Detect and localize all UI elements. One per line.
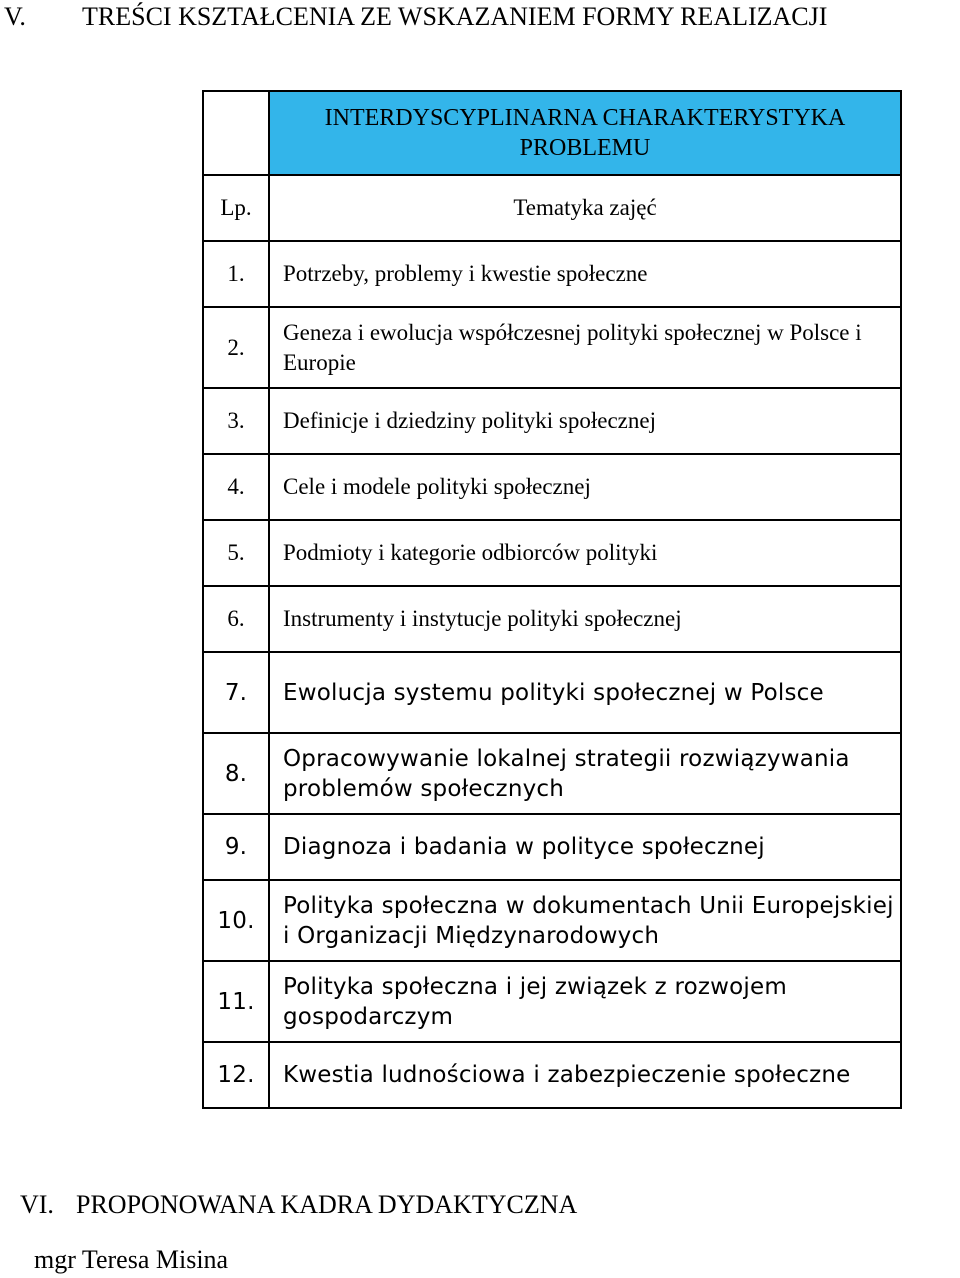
- table-header-row: [203, 91, 901, 175]
- row-topic: Polityka społeczna i jej związek z rozwojem gospodarczym: [269, 961, 901, 1042]
- row-topic: Ewolucja systemu polityki społecznej w Polsce: [269, 652, 901, 733]
- section-v-title: TREŚCI KSZTAŁCENIA ZE WSKAZANIEM FORMY REALIZACJI: [82, 2, 828, 31]
- section-v-number: V.: [4, 2, 26, 31]
- row-number: 5.: [203, 520, 269, 586]
- column-header-lp: Lp.: [203, 175, 269, 241]
- table-header-title: INTERDYSCYPLINARNA CHARAKTERYSTYKA PROBLEMU: [269, 91, 901, 175]
- table-header-blank-cell: [203, 91, 269, 175]
- section-vi-number: VI.: [20, 1190, 54, 1219]
- row-topic: Geneza i ewolucja współczesnej polityki społecznej w Polsce i Europie: [269, 307, 901, 388]
- row-topic: Polityka społeczna w dokumentach Unii Europejskiej i Organizacji Międzynarodowych: [269, 880, 901, 961]
- row-topic: Potrzeby, problemy i kwestie społeczne: [269, 241, 901, 307]
- topics-table: [202, 90, 902, 1109]
- table-row: [203, 961, 901, 1042]
- row-number: 2.: [203, 307, 269, 388]
- row-number: 3.: [203, 388, 269, 454]
- row-topic: Opracowywanie lokalnej strategii rozwiązywania problemów społecznych: [269, 733, 901, 814]
- section-v-heading: [4, 2, 827, 32]
- column-header-topic: Tematyka zajęć: [269, 175, 901, 241]
- table-row: [203, 586, 901, 652]
- table-row: [203, 652, 901, 733]
- teaching-staff-name: mgr Teresa Misina: [34, 1245, 229, 1274]
- row-topic: Kwestia ludnościowa i zabezpieczenie społeczne: [269, 1042, 901, 1108]
- row-number: 4.: [203, 454, 269, 520]
- row-number: 10.: [203, 880, 269, 961]
- table-row: [203, 454, 901, 520]
- section-vi-title: PROPONOWANA KADRA DYDAKTYCZNA: [76, 1190, 578, 1219]
- row-number: 9.: [203, 814, 269, 880]
- table-row: [203, 814, 901, 880]
- row-topic: Cele i modele polityki społecznej: [269, 454, 901, 520]
- row-number: 6.: [203, 586, 269, 652]
- row-number: 1.: [203, 241, 269, 307]
- row-topic: Diagnoza i badania w polityce społecznej: [269, 814, 901, 880]
- table-row: [203, 388, 901, 454]
- table-row: [203, 880, 901, 961]
- table-row: [203, 1042, 901, 1108]
- table-row: [203, 241, 901, 307]
- row-topic: Definicje i dziedziny polityki społecznej: [269, 388, 901, 454]
- table-row: [203, 520, 901, 586]
- row-number: 7.: [203, 652, 269, 733]
- table-row: [203, 307, 901, 388]
- row-number: 8.: [203, 733, 269, 814]
- table-column-header-row: [203, 175, 901, 241]
- section-vi-heading: [20, 1190, 577, 1220]
- table-row: [203, 733, 901, 814]
- row-number: 11.: [203, 961, 269, 1042]
- row-topic: Podmioty i kategorie odbiorców polityki: [269, 520, 901, 586]
- row-topic: Instrumenty i instytucje polityki społecznej: [269, 586, 901, 652]
- row-number: 12.: [203, 1042, 269, 1108]
